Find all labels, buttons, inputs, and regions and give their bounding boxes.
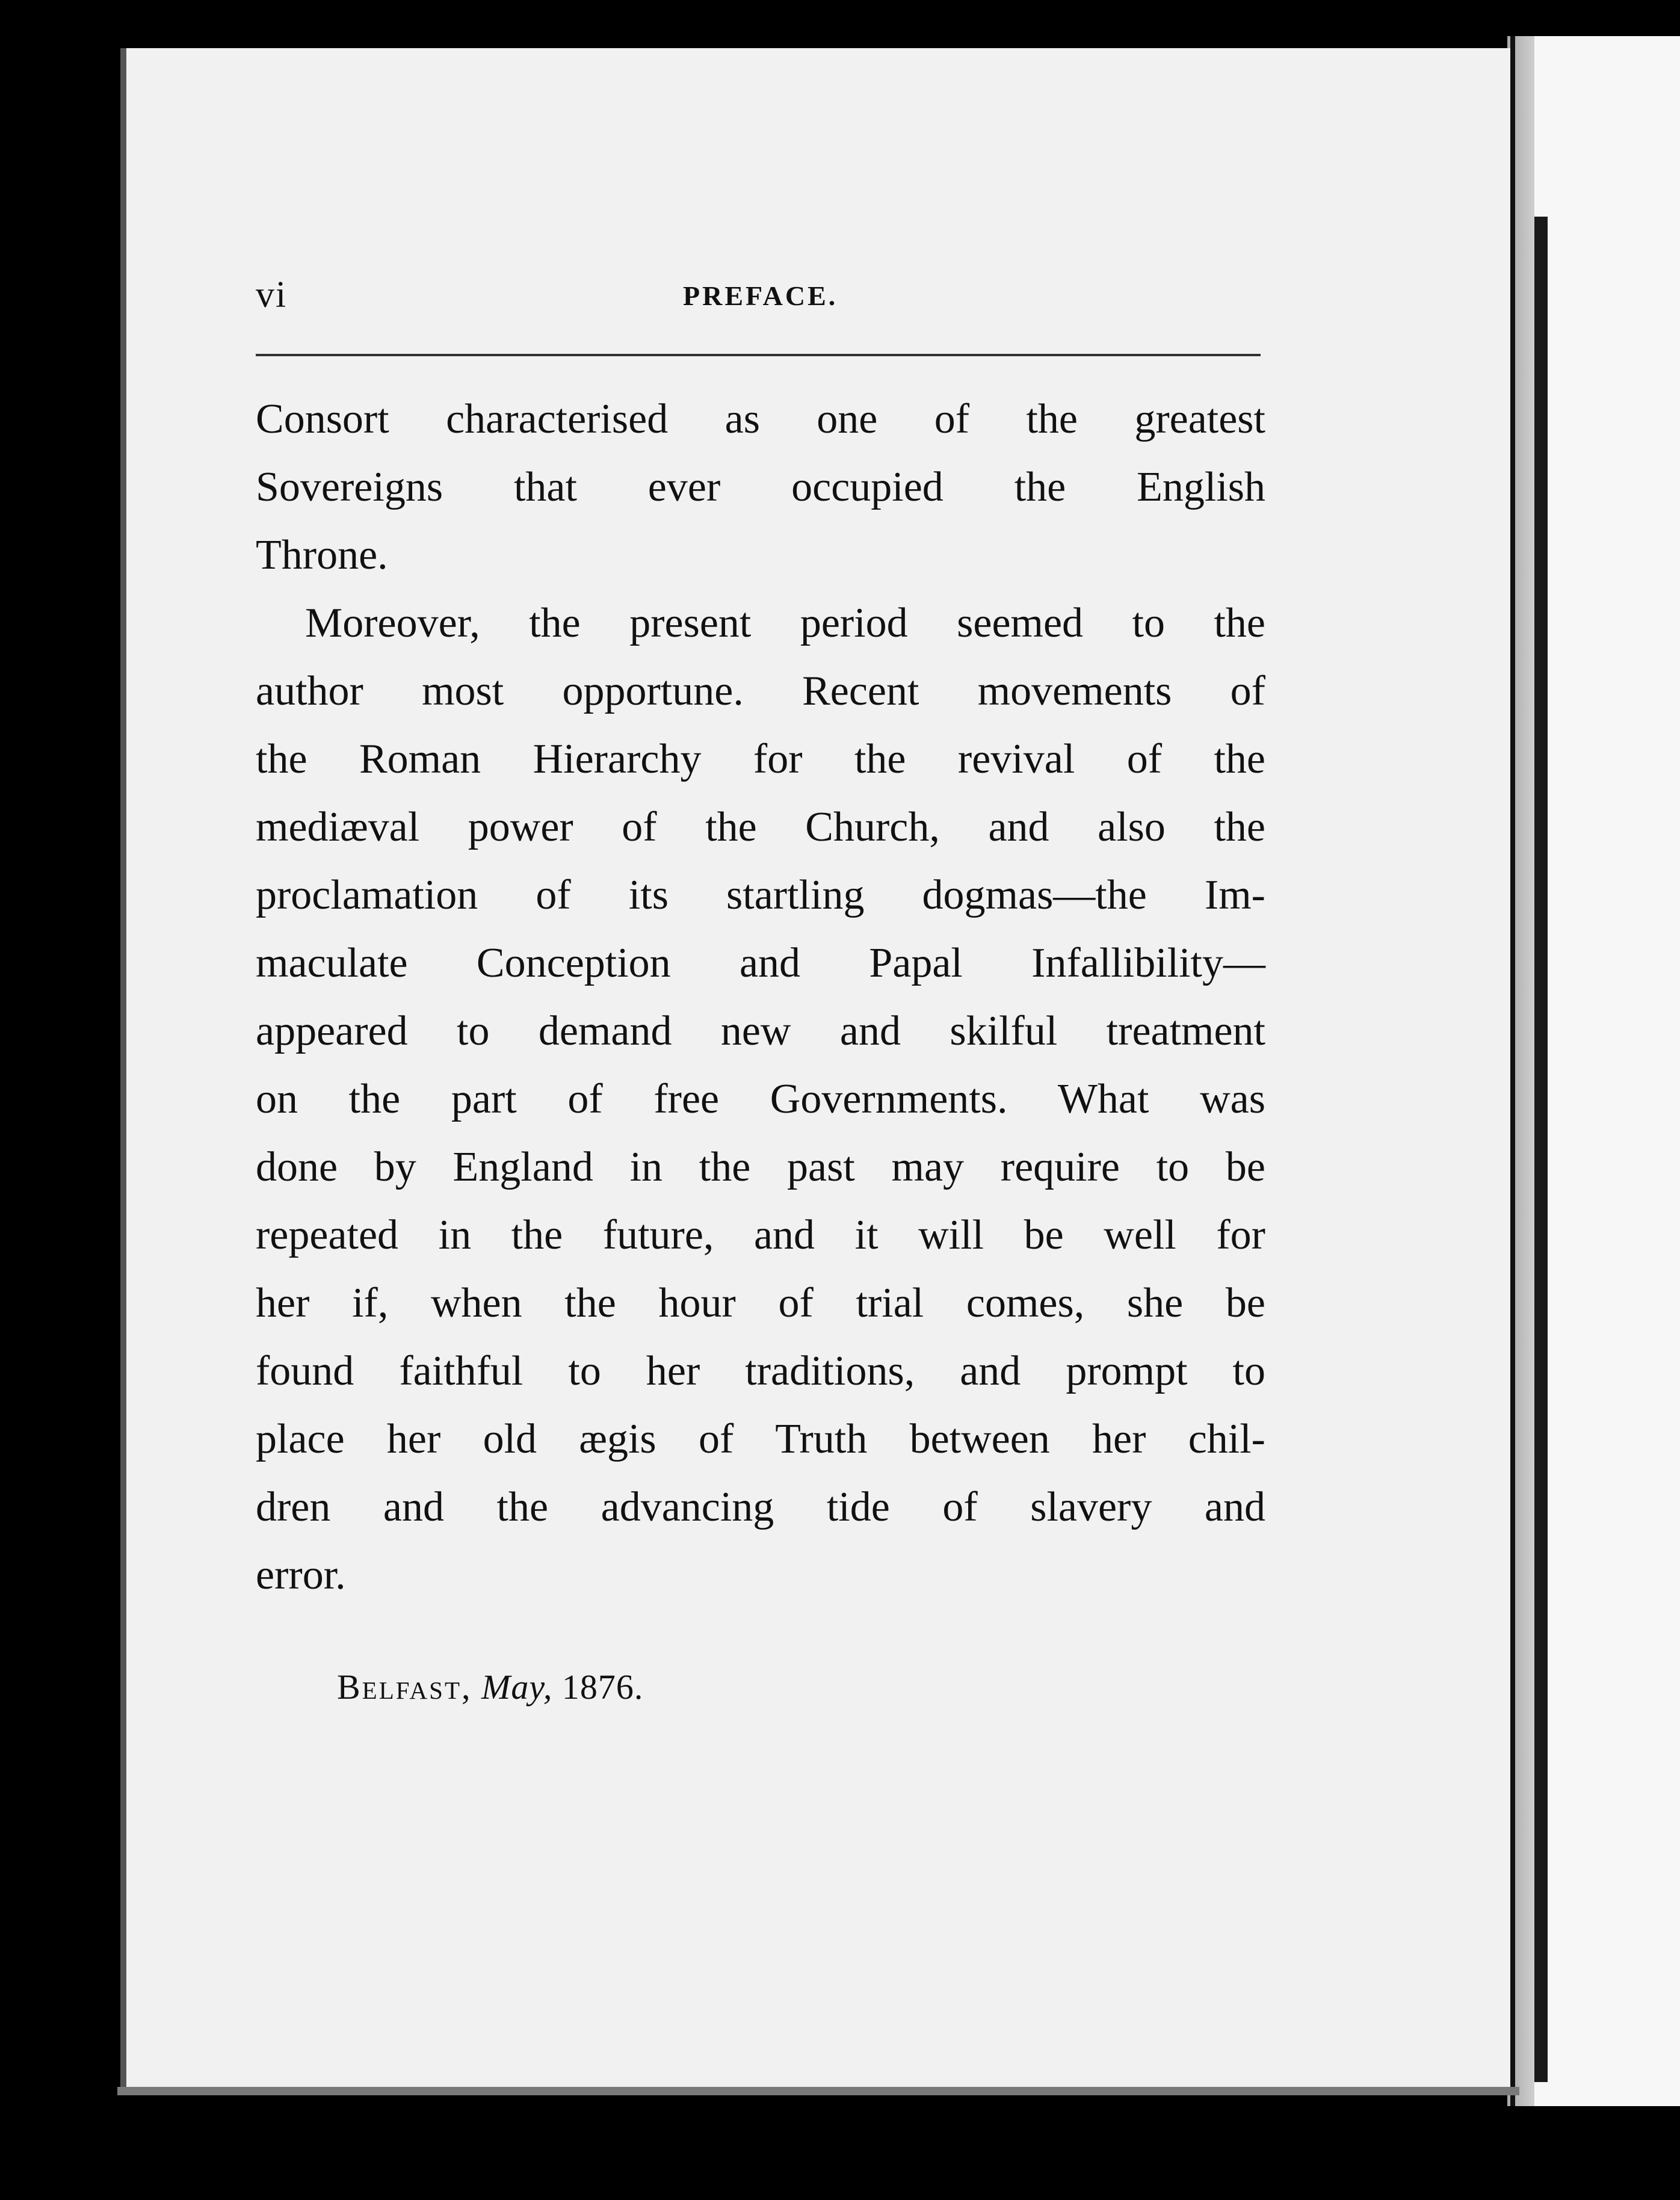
signoff-place: Belfast, (337, 1667, 472, 1707)
text-line: Sovereigns that ever occupied the English (256, 464, 1265, 510)
running-head: PREFACE. (683, 280, 838, 311)
text-line: Consort characterised as one of the greatest (256, 396, 1265, 442)
text-line: done by England in the past may require to be (256, 1144, 1265, 1190)
text-line: mediæval power of the Church, and also the (256, 804, 1265, 850)
signoff-year: 1876. (561, 1667, 644, 1707)
signoff-month: May, (481, 1667, 553, 1707)
text-line: error. (256, 1552, 346, 1598)
text-line: Moreover, the present period seemed to the (305, 600, 1265, 646)
text-line: on the part of free Governments. What was (256, 1076, 1265, 1122)
text-line: maculate Conception and Papal Infallibility— (256, 940, 1265, 986)
body-text (256, 385, 1265, 1609)
text-line: author most opportune. Recent movements of (256, 668, 1265, 714)
text-line: proclamation of its startling dogmas—the Im- (256, 872, 1265, 918)
binding-line (1510, 36, 1515, 2106)
text-line: Throne. (256, 532, 388, 578)
text-line: the Roman Hierarchy for the revival of the (256, 736, 1265, 782)
text-line: place her old ægis of Truth between her chil- (256, 1416, 1265, 1462)
text-line: her if, when the hour of trial comes, she be (256, 1280, 1265, 1326)
text-line: dren and the advancing tide of slavery and (256, 1484, 1265, 1530)
book-spine (1534, 36, 1680, 2106)
page-number: vi (256, 274, 288, 315)
page-edge (117, 2087, 1519, 2095)
signoff (337, 1667, 643, 1707)
text-line: found faithful to her traditions, and prompt to (256, 1348, 1265, 1394)
text-line: appeared to demand new and skilful treatment (256, 1008, 1265, 1054)
text-line: repeated in the future, and it will be well for (256, 1212, 1265, 1258)
header-rule (256, 354, 1261, 356)
page-header (256, 274, 1267, 334)
binding-thread (1534, 217, 1548, 2082)
